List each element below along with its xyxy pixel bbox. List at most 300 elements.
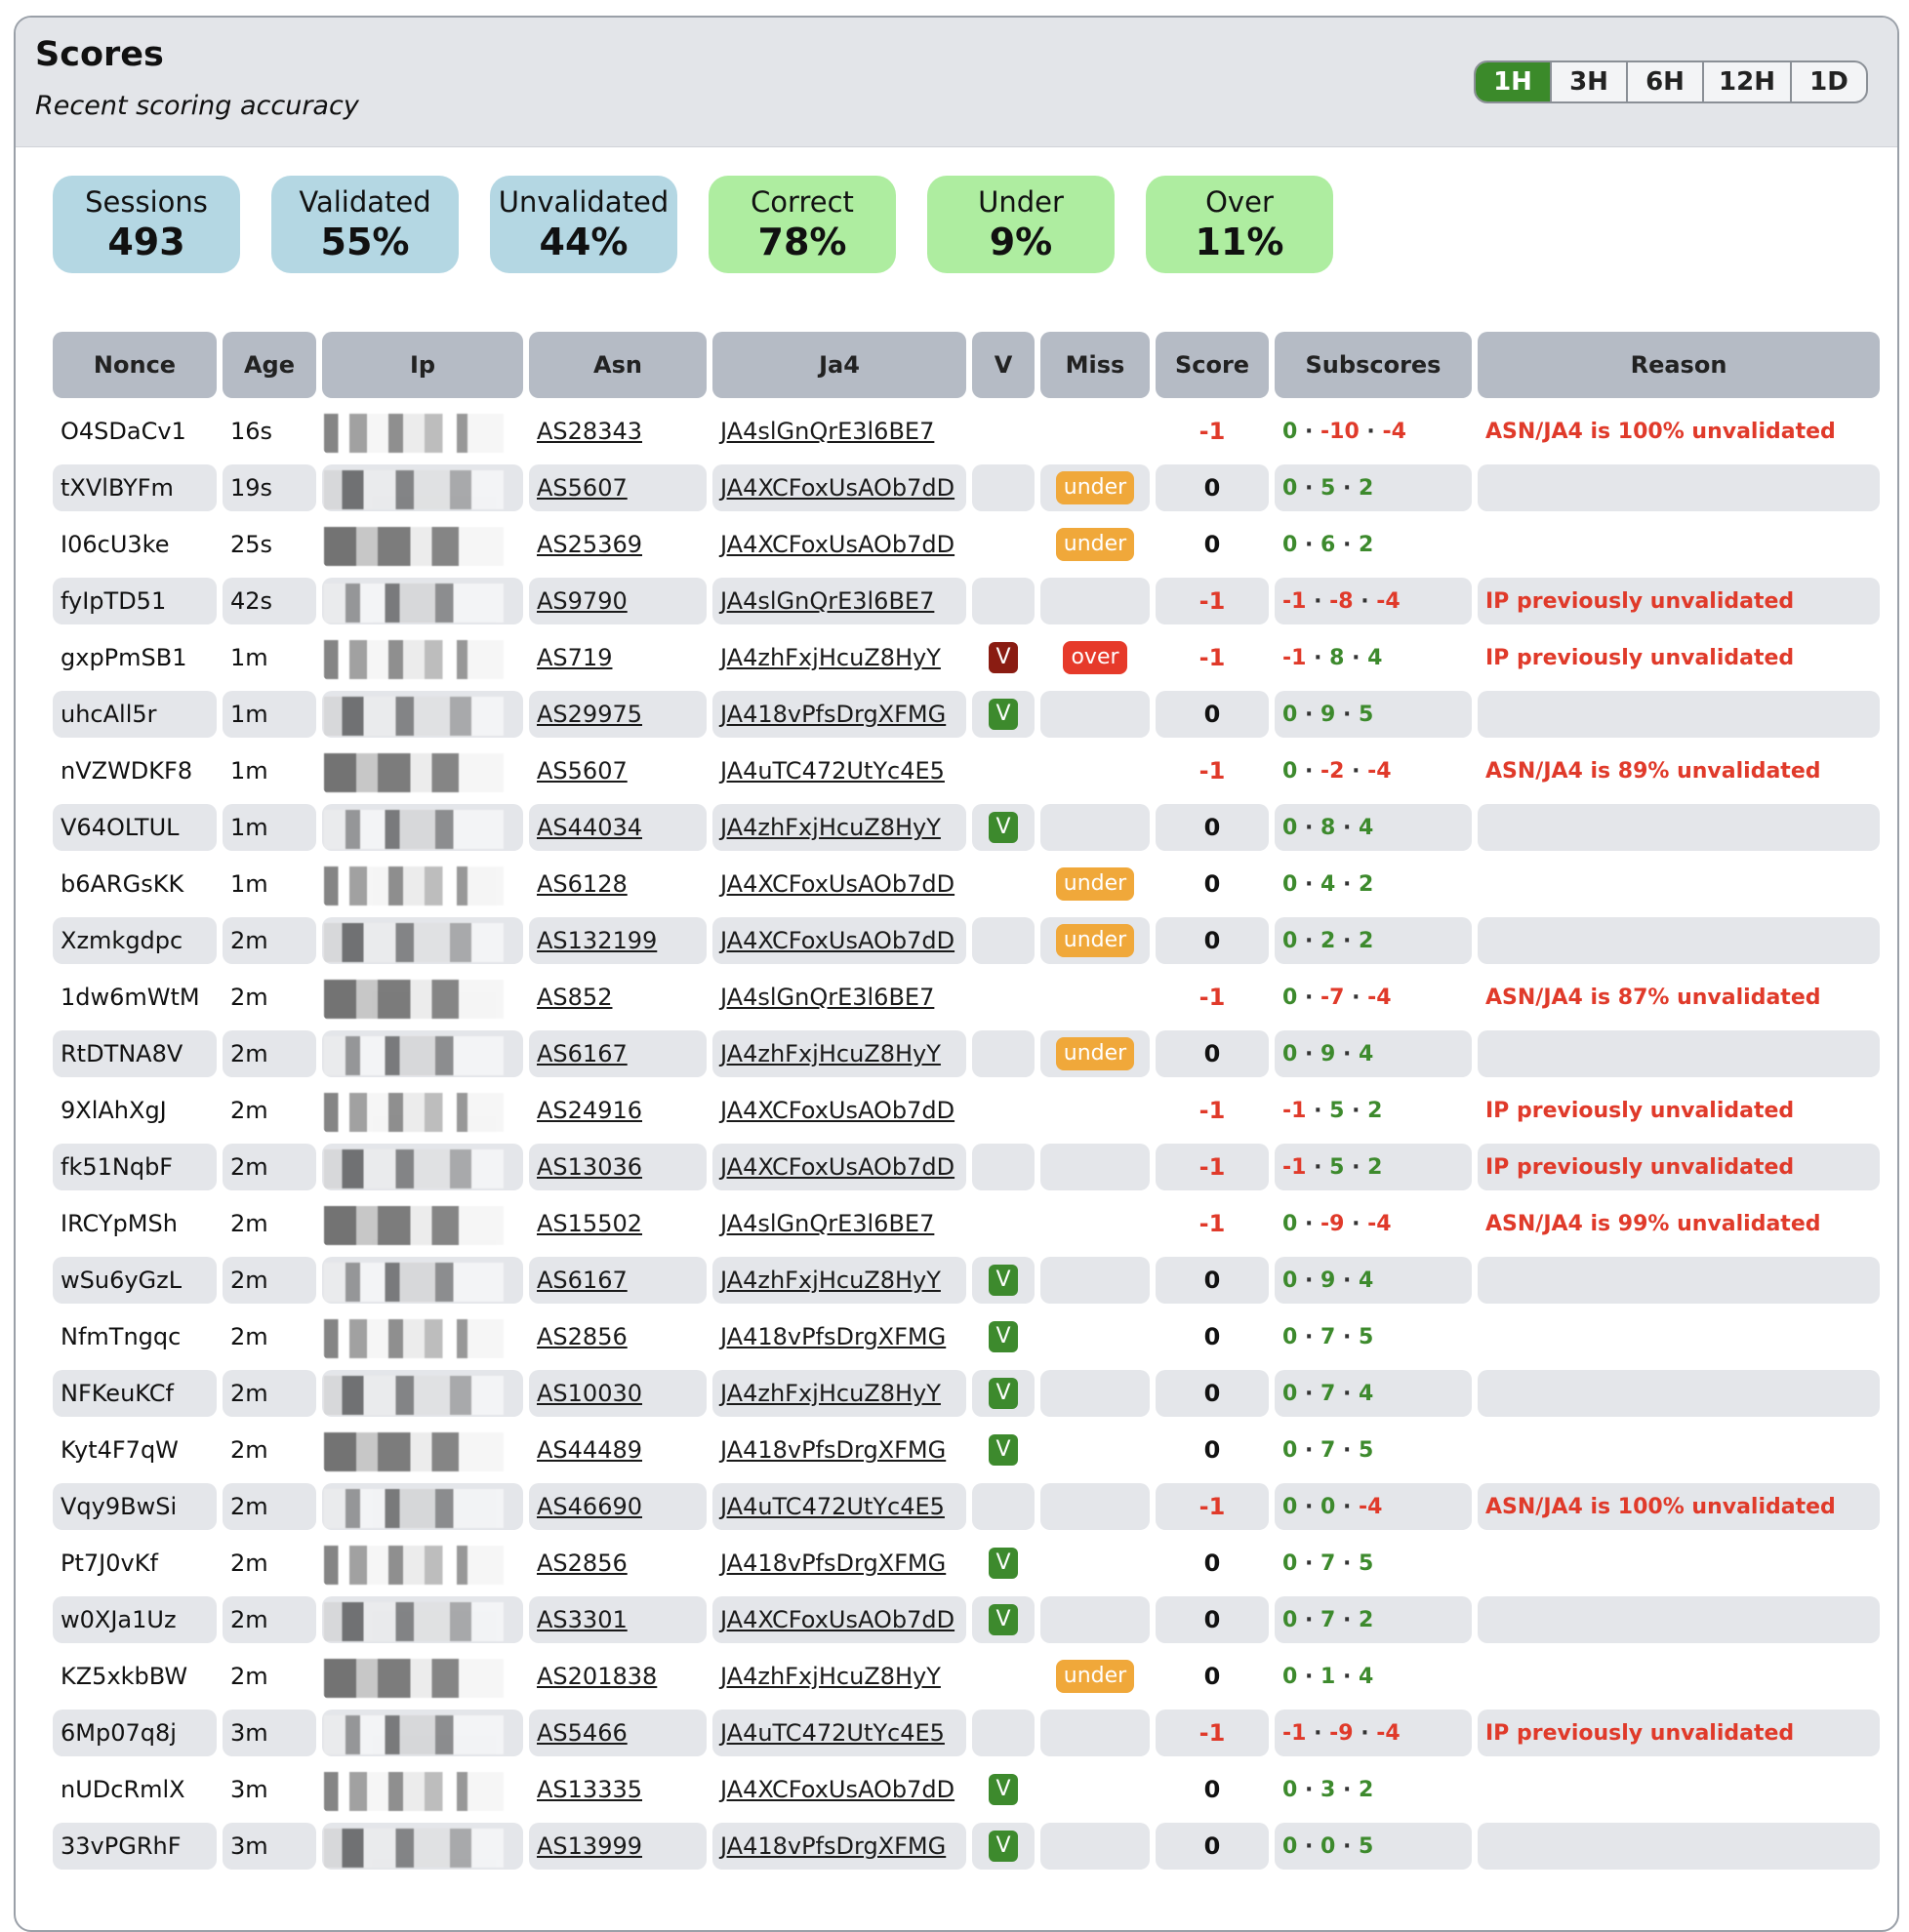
asn-link[interactable]: AS13335 [537, 1776, 642, 1803]
ja4-link[interactable]: JA4zhFxjHcuZ8HyY [720, 1040, 941, 1067]
ja4-link[interactable]: JA418vPfsDrgXFMG [720, 1436, 947, 1464]
table-row[interactable] [53, 1370, 1880, 1417]
ip-cell [322, 1596, 523, 1643]
subscores-cell [1275, 578, 1472, 624]
stat-over [1146, 176, 1333, 273]
subscore-ja4: 2 [1359, 871, 1374, 897]
table-row[interactable] [53, 1596, 1880, 1643]
v-cell [972, 1200, 1035, 1247]
subscore-ip: 0 [1282, 871, 1298, 897]
score-cell: -1 [1198, 644, 1226, 671]
subscore-ja4: 2 [1359, 928, 1374, 953]
asn-cell [529, 974, 707, 1021]
score-cell: 0 [1203, 1776, 1221, 1803]
asn-link[interactable]: AS5607 [537, 474, 628, 502]
table-row[interactable] [53, 634, 1880, 681]
nonce-cell: 33vPGRhF [53, 1823, 217, 1870]
subscore-ip: 0 [1282, 419, 1298, 444]
table-row[interactable] [53, 1710, 1880, 1756]
ja4-link[interactable]: JA4XCFoxUsAOb7dD [720, 474, 955, 502]
ip-cell [322, 578, 523, 624]
ja4-cell [712, 691, 966, 738]
subscore-ip: 0 [1282, 702, 1298, 727]
asn-link[interactable]: AS44489 [537, 1436, 642, 1464]
redacted-ip [324, 810, 504, 849]
asn-cell [529, 1427, 707, 1473]
subscore-ja4: 4 [1359, 1664, 1374, 1689]
separator-dot: · [1297, 1833, 1320, 1859]
column-header-ja4[interactable]: Ja4 [712, 332, 966, 398]
asn-link[interactable]: AS6167 [537, 1267, 628, 1294]
table-row[interactable] [53, 1030, 1880, 1077]
stat-under [927, 176, 1115, 273]
ja4-link[interactable]: JA4XCFoxUsAOb7dD [720, 1776, 955, 1803]
separator-dot: · [1359, 419, 1383, 444]
score-cell: -1 [1198, 1210, 1226, 1237]
nonce-cell: V64OLTUL [53, 804, 217, 851]
redacted-ip [324, 697, 504, 736]
ja4-link[interactable]: JA4zhFxjHcuZ8HyY [720, 814, 941, 841]
nonce-cell: KZ5xkbBW [61, 1663, 188, 1690]
asn-cell [529, 804, 707, 851]
asn-link[interactable]: AS13036 [537, 1153, 642, 1181]
v-cell [972, 1710, 1035, 1756]
asn-cell [529, 1313, 707, 1360]
separator-dot: · [1306, 1154, 1330, 1180]
separator-dot: · [1335, 1833, 1359, 1859]
stat-value: 78% [757, 221, 847, 263]
column-header-nonce[interactable]: Nonce [53, 332, 217, 398]
table-row[interactable] [53, 464, 1880, 511]
asn-link[interactable]: AS2856 [537, 1550, 628, 1577]
redacted-ip [324, 1206, 504, 1245]
separator-dot: · [1306, 645, 1330, 670]
score-cell: 0 [1156, 1030, 1269, 1077]
asn-link[interactable]: AS9790 [537, 587, 628, 615]
asn-cell [529, 1370, 707, 1417]
reason-cell: ASN/JA4 is 87% unvalidated [1485, 985, 1821, 1010]
subscore-asn: 0 [1320, 1494, 1336, 1519]
miss-cell [1040, 1257, 1150, 1304]
reason-cell: IP previously unvalidated [1478, 1710, 1880, 1756]
ja4-link[interactable]: JA4uTC472UtYc4E5 [720, 757, 945, 785]
score-cell: -1 [1156, 1483, 1269, 1530]
subscore-ip: 0 [1282, 1211, 1298, 1236]
redacted-ip [324, 1319, 504, 1358]
asn-link[interactable]: AS44034 [537, 814, 642, 841]
ja4-cell [712, 1653, 966, 1700]
ip-cell [322, 974, 523, 1021]
score-cell: 0 [1156, 1257, 1269, 1304]
miss-badge-under: under [1056, 867, 1134, 901]
asn-link[interactable]: AS15502 [537, 1210, 642, 1237]
table-row[interactable] [53, 861, 1880, 907]
ip-cell [322, 1087, 523, 1134]
redacted-ip [324, 1263, 504, 1302]
stat-label: Sessions [85, 185, 208, 219]
nonce-cell: 9XlAhXgJ [61, 1097, 167, 1124]
asn-link[interactable]: AS6167 [537, 1040, 628, 1067]
subscores-cell [1275, 521, 1472, 568]
redacted-ip [324, 980, 504, 1019]
redacted-ip [324, 1829, 504, 1868]
nonce-cell: fk51NqbF [53, 1144, 217, 1190]
subscores-cell [1275, 1370, 1472, 1417]
asn-link[interactable]: AS46690 [537, 1493, 642, 1520]
separator-dot: · [1297, 1211, 1320, 1236]
redacted-ip [324, 584, 504, 623]
subscore-asn: 2 [1320, 928, 1336, 953]
v-cell [972, 408, 1035, 455]
range-button-3h[interactable]: 3H [1550, 62, 1626, 101]
v-cell [972, 974, 1035, 1021]
subscore-ip: 0 [1282, 1494, 1298, 1519]
nonce-cell: tXVlBYFm [53, 464, 217, 511]
asn-link[interactable]: AS25369 [537, 531, 642, 558]
subscore-ip: 0 [1282, 532, 1298, 557]
redacted-ip [324, 1093, 504, 1132]
subscore-ja4: 2 [1359, 475, 1374, 501]
subscore-ip: -1 [1282, 1098, 1307, 1123]
age-cell: 2m [230, 984, 268, 1011]
table-row[interactable] [53, 804, 1880, 851]
ja4-link[interactable]: JA4zhFxjHcuZ8HyY [720, 1380, 941, 1407]
range-button-6h[interactable]: 6H [1626, 62, 1702, 101]
v-cell [972, 1030, 1035, 1077]
score-cell: 0 [1203, 531, 1221, 558]
asn-link[interactable]: AS24916 [537, 1097, 642, 1124]
age-cell: 2m [230, 1436, 268, 1464]
v-cell [972, 1313, 1035, 1360]
nonce-cell: NFKeuKCf [53, 1370, 217, 1417]
reason-cell [1478, 804, 1880, 851]
subscore-asn: 7 [1320, 1437, 1336, 1463]
table-row[interactable] [53, 974, 1880, 1021]
subscores-cell [1275, 1144, 1472, 1190]
ja4-cell [712, 1540, 966, 1587]
separator-dot: · [1344, 1154, 1368, 1180]
age-cell: 2m [223, 1483, 316, 1530]
table-row[interactable] [53, 1427, 1880, 1473]
subscore-ja4: 2 [1359, 1607, 1374, 1632]
column-header-subscores[interactable]: Subscores [1275, 332, 1472, 398]
reason-cell: IP previously unvalidated [1478, 578, 1880, 624]
asn-cell [529, 578, 707, 624]
subscore-ip: 0 [1282, 1607, 1298, 1632]
subscore-asn: 5 [1329, 1098, 1345, 1123]
table-row[interactable] [53, 1823, 1880, 1870]
separator-dot: · [1297, 1664, 1320, 1689]
nonce-cell: nVZWDKF8 [61, 757, 193, 785]
asn-cell [529, 408, 707, 455]
table-row[interactable] [53, 521, 1880, 568]
reason-cell: ASN/JA4 is 89% unvalidated [1485, 758, 1821, 784]
age-cell: 2m [230, 1663, 268, 1690]
score-cell: -1 [1156, 1710, 1269, 1756]
asn-link[interactable]: AS5607 [537, 757, 628, 785]
reason-cell [1478, 464, 1880, 511]
column-header-ip[interactable]: Ip [322, 332, 523, 398]
separator-dot: · [1335, 532, 1359, 557]
table-row[interactable] [53, 1653, 1880, 1700]
ja4-link[interactable]: JA4slGnQrE3l6BE7 [720, 1210, 935, 1237]
separator-dot: · [1297, 1494, 1320, 1519]
ja4-cell [712, 578, 966, 624]
table-row[interactable] [53, 408, 1880, 455]
ip-cell [322, 1427, 523, 1473]
ja4-cell [712, 1087, 966, 1134]
v-cell [972, 1257, 1035, 1304]
stat-value: 9% [989, 221, 1053, 263]
table-row[interactable] [53, 1257, 1880, 1304]
separator-dot: · [1335, 928, 1359, 953]
v-cell [972, 747, 1035, 794]
column-header-v[interactable]: V [972, 332, 1035, 398]
separator-dot: · [1297, 1381, 1320, 1406]
separator-dot: · [1306, 588, 1330, 614]
separator-dot: · [1344, 985, 1368, 1010]
separator-dot: · [1297, 1550, 1320, 1576]
subscores-cell [1275, 1087, 1472, 1134]
subscore-ja4: 2 [1359, 1777, 1374, 1802]
asn-cell [529, 1087, 707, 1134]
ja4-link[interactable]: JA418vPfsDrgXFMG [720, 1550, 947, 1577]
column-header-asn[interactable]: Asn [529, 332, 707, 398]
subscore-asn: -9 [1329, 1720, 1354, 1746]
time-range-selector [1474, 60, 1868, 103]
ip-cell [322, 1200, 523, 1247]
nonce-cell: Xzmkgdpc [53, 917, 217, 964]
asn-link[interactable]: AS719 [537, 644, 613, 671]
ja4-link[interactable]: JA418vPfsDrgXFMG [720, 701, 947, 728]
age-cell: 1m [230, 757, 268, 785]
ja4-link[interactable]: JA4slGnQrE3l6BE7 [720, 984, 935, 1011]
table-row[interactable] [53, 1313, 1880, 1360]
validated-badge: V [989, 812, 1018, 843]
column-header-reason[interactable]: Reason [1478, 332, 1880, 398]
asn-link[interactable]: AS201838 [537, 1663, 658, 1690]
validated-badge: V [989, 1321, 1018, 1352]
table-row[interactable] [53, 1087, 1880, 1134]
separator-dot: · [1335, 1494, 1359, 1519]
subscore-ip: 0 [1282, 475, 1298, 501]
nonce-cell: RtDTNA8V [53, 1030, 217, 1077]
subscore-ja4: -4 [1359, 1494, 1383, 1519]
miss-cell [1040, 804, 1150, 851]
age-cell: 42s [223, 578, 316, 624]
age-cell: 3m [230, 1776, 268, 1803]
table-row[interactable] [53, 1200, 1880, 1247]
asn-link[interactable]: AS2856 [537, 1323, 628, 1350]
ja4-cell [712, 464, 966, 511]
subscores-cell [1275, 1596, 1472, 1643]
column-header-age[interactable]: Age [223, 332, 316, 398]
age-cell: 19s [223, 464, 316, 511]
reason-cell [1478, 1257, 1880, 1304]
ja4-link[interactable]: JA4uTC472UtYc4E5 [720, 1719, 945, 1747]
subscore-asn: 9 [1320, 1268, 1336, 1293]
v-cell [972, 1427, 1035, 1473]
separator-dot: · [1297, 1607, 1320, 1632]
ja4-link[interactable]: JA4slGnQrE3l6BE7 [720, 587, 935, 615]
subscores-cell [1275, 917, 1472, 964]
range-button-1h[interactable]: 1H [1476, 62, 1550, 101]
subscores-cell [1275, 1427, 1472, 1473]
table-row[interactable] [53, 917, 1880, 964]
redacted-ip [324, 1772, 504, 1811]
subscores-cell [1275, 1710, 1472, 1756]
table-row[interactable] [53, 578, 1880, 624]
subscore-asn: -8 [1329, 588, 1354, 614]
separator-dot: · [1353, 588, 1377, 614]
invalid-badge: V [989, 642, 1018, 673]
v-cell [972, 521, 1035, 568]
subscore-asn: 3 [1320, 1777, 1336, 1802]
subscore-ip: -1 [1282, 645, 1307, 670]
range-button-1d[interactable]: 1D [1790, 62, 1866, 101]
table-row[interactable] [53, 1540, 1880, 1587]
reason-cell [1478, 1370, 1880, 1417]
ja4-link[interactable]: JA4XCFoxUsAOb7dD [720, 870, 955, 898]
separator-dot: · [1344, 758, 1368, 784]
ja4-link[interactable]: JA4zhFxjHcuZ8HyY [720, 1663, 941, 1690]
ja4-cell [712, 1427, 966, 1473]
asn-cell [529, 1596, 707, 1643]
table-row[interactable] [53, 691, 1880, 738]
age-cell: 1m [230, 870, 268, 898]
ip-cell [322, 408, 523, 455]
asn-cell [529, 1257, 707, 1304]
asn-cell [529, 917, 707, 964]
v-cell [972, 691, 1035, 738]
miss-badge-under: under [1056, 924, 1134, 957]
score-cell: 0 [1203, 1550, 1221, 1577]
subscore-asn: 9 [1320, 1041, 1336, 1067]
table-row[interactable] [53, 1144, 1880, 1190]
validated-badge: V [989, 1774, 1018, 1805]
separator-dot: · [1335, 1607, 1359, 1632]
subscore-ja4: 2 [1359, 532, 1374, 557]
subscores-cell [1275, 634, 1472, 681]
ja4-cell [712, 861, 966, 907]
subscores-cell [1275, 464, 1472, 511]
ip-cell [322, 861, 523, 907]
column-header-score[interactable]: Score [1156, 332, 1269, 398]
range-button-12h[interactable]: 12H [1702, 62, 1790, 101]
asn-link[interactable]: AS852 [537, 984, 613, 1011]
subscores-cell [1275, 1823, 1472, 1870]
table-row[interactable] [53, 1483, 1880, 1530]
subscore-ip: 0 [1282, 1664, 1298, 1689]
asn-link[interactable]: AS29975 [537, 701, 642, 728]
miss-cell [1040, 1540, 1150, 1587]
ip-cell [322, 1144, 523, 1190]
ja4-link[interactable]: JA4XCFoxUsAOb7dD [720, 1097, 955, 1124]
asn-link[interactable]: AS132199 [537, 927, 658, 954]
separator-dot: · [1335, 1437, 1359, 1463]
ja4-link[interactable]: JA4XCFoxUsAOb7dD [720, 1606, 955, 1633]
asn-link[interactable]: AS13999 [537, 1832, 642, 1860]
separator-dot: · [1306, 1098, 1330, 1123]
separator-dot: · [1297, 1777, 1320, 1802]
reason-cell: IP previously unvalidated [1485, 1098, 1795, 1123]
ja4-link[interactable]: JA4XCFoxUsAOb7dD [720, 1153, 955, 1181]
age-cell: 16s [230, 418, 273, 445]
subscore-ip: 0 [1282, 985, 1298, 1010]
asn-link[interactable]: AS5466 [537, 1719, 628, 1747]
miss-cell [1040, 1823, 1150, 1870]
redacted-ip [324, 1376, 504, 1415]
miss-cell [1040, 974, 1150, 1021]
separator-dot: · [1297, 702, 1320, 727]
asn-link[interactable]: AS28343 [537, 418, 642, 445]
ip-cell [322, 1710, 523, 1756]
ip-cell [322, 1766, 523, 1813]
score-cell: 0 [1156, 1596, 1269, 1643]
redacted-ip [324, 1489, 504, 1528]
nonce-cell: IRCYpMSh [61, 1210, 178, 1237]
ja4-link[interactable]: JA4zhFxjHcuZ8HyY [720, 1267, 941, 1294]
reason-cell [1478, 1766, 1880, 1813]
redacted-ip [324, 470, 504, 509]
asn-link[interactable]: AS3301 [537, 1606, 628, 1633]
table-row[interactable] [53, 747, 1880, 794]
v-cell [972, 1653, 1035, 1700]
ja4-link[interactable]: JA418vPfsDrgXFMG [720, 1323, 947, 1350]
ja4-cell [712, 1370, 966, 1417]
subscore-ja4: 4 [1359, 815, 1374, 840]
column-header-miss[interactable]: Miss [1040, 332, 1150, 398]
ja4-link[interactable]: JA418vPfsDrgXFMG [720, 1832, 947, 1860]
table-row[interactable] [53, 1766, 1880, 1813]
redacted-ip [324, 1546, 504, 1585]
asn-link[interactable]: AS10030 [537, 1380, 642, 1407]
stat-sessions [53, 176, 240, 273]
subscore-ip: -1 [1282, 1154, 1307, 1180]
v-cell [972, 578, 1035, 624]
ip-cell [322, 1313, 523, 1360]
validated-badge: V [989, 1434, 1018, 1466]
asn-cell [529, 1766, 707, 1813]
ja4-link[interactable]: JA4zhFxjHcuZ8HyY [720, 644, 941, 671]
page-subtitle: Recent scoring accuracy [35, 91, 359, 121]
nonce-cell: NfmTngqc [61, 1323, 182, 1350]
age-cell: 2m [223, 1370, 316, 1417]
asn-cell [529, 1653, 707, 1700]
asn-link[interactable]: AS6128 [537, 870, 628, 898]
ja4-link[interactable]: JA4XCFoxUsAOb7dD [720, 531, 955, 558]
separator-dot: · [1297, 1324, 1320, 1349]
validated-badge: V [989, 1378, 1018, 1409]
v-cell [972, 861, 1035, 907]
score-cell: -1 [1156, 1144, 1269, 1190]
ja4-link[interactable]: JA4uTC472UtYc4E5 [720, 1493, 945, 1520]
ip-cell [322, 464, 523, 511]
miss-cell [1040, 578, 1150, 624]
separator-dot: · [1344, 1211, 1368, 1236]
separator-dot: · [1297, 985, 1320, 1010]
score-cell: -1 [1198, 1097, 1226, 1124]
separator-dot: · [1297, 871, 1320, 897]
subscore-ip: 0 [1282, 1833, 1298, 1859]
ja4-link[interactable]: JA4slGnQrE3l6BE7 [720, 418, 935, 445]
subscore-asn: 7 [1320, 1607, 1336, 1632]
ja4-link[interactable]: JA4XCFoxUsAOb7dD [720, 927, 955, 954]
miss-badge-under: under [1056, 1660, 1134, 1693]
reason-cell [1478, 917, 1880, 964]
stat-validated [271, 176, 459, 273]
subscore-asn: 5 [1320, 475, 1336, 501]
